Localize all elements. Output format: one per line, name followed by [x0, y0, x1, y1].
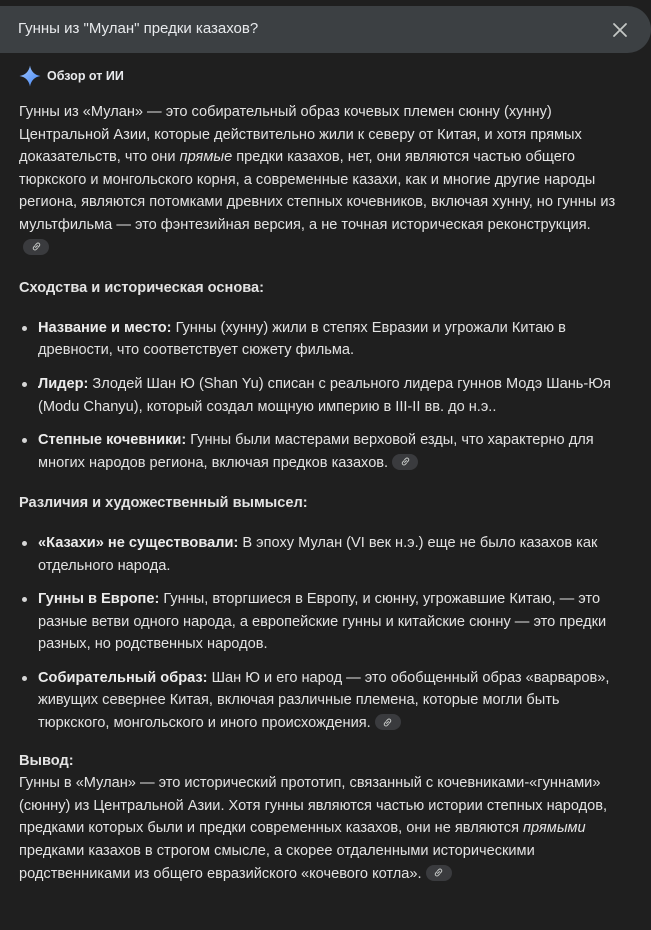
conclusion-text: Гунны в «Мулан» — это исторический прототип, связанный с кочевниками-«гуннами» (сюнну) из Центральной Азии. Хотя гунны являются частью истории степных народов, предками которых были и предки современных казахов, они не являются [19, 775, 608, 837]
ai-overview-content [19, 101, 619, 885]
conclusion-emphasis: прямыми [523, 820, 586, 837]
item-title: Собирательный образ: [38, 669, 208, 686]
item-text: Шан Ю и его народ — это обобщенный образ «варваров», живущих севернее Китая, включая различные племена, которые могли быть тюркского, монгольского и иного происхождения. [38, 669, 610, 732]
item-text: В эпоху Мулан (VI век н.э.) еще не было казахов как отдельного народа. [38, 534, 598, 574]
differences-list [19, 532, 619, 735]
search-query[interactable]: Гунны из "Мулан" предки казахов? [18, 20, 259, 37]
item-title: Название и место: [38, 319, 172, 336]
source-link-chip[interactable] [23, 239, 49, 255]
search-bar[interactable] [0, 6, 651, 53]
conclusion-paragraph [19, 772, 619, 885]
item-text: Злодей Шан Ю (Shan Yu) списан с реального лидера гуннов Модэ Шань-Юя (Modu Chanyu), который создал мощную империю в III-II вв. до н.э.. [38, 375, 611, 415]
list-item [19, 373, 619, 418]
list-item [19, 588, 619, 656]
source-link-chip[interactable] [392, 454, 418, 470]
list-item [19, 532, 619, 577]
source-link-chip[interactable] [426, 865, 452, 881]
item-title: Гунны в Европе: [38, 591, 160, 608]
link-icon [400, 456, 411, 467]
section-heading: Различия и художественный вымысел: [19, 495, 308, 512]
list-item [19, 429, 619, 474]
link-icon [433, 867, 444, 878]
intro-text-end: предки казахов, нет, они являются частью общего тюркского и монгольского корня, а современные казахи, как и многие другие народы региона, являются потомками древних степных кочевников, включая хунну, но гунны из мультфильма — это фэнтезийная версия, а не точная историческая реконструкция. [19, 149, 616, 233]
conclusion-heading: Вывод: [19, 752, 74, 769]
link-icon [382, 717, 393, 728]
close-icon[interactable] [608, 18, 632, 42]
intro-emphasis: прямые [179, 149, 233, 166]
item-title: «Казахи» не существовали: [38, 534, 239, 551]
list-item [19, 667, 619, 735]
sparkle-icon [18, 64, 42, 88]
item-text: Гунны были мастерами верховой езды, что характерно для многих народов региона, включая предков казахов. [38, 432, 594, 471]
item-title: Степные кочевники: [38, 432, 187, 449]
item-text: Гунны (хунну) жили в степях Евразии и угрожали Китаю в древности, что соответствует сюжету фильма. [38, 319, 566, 359]
intro-text: Гунны из «Мулан» — это собирательный образ кочевых племен сюнну (хунну) Центральной Азии, которые действительно жили к северу от Китая, и хотя прямых доказательств, что они [19, 104, 582, 166]
intro-paragraph [19, 101, 619, 259]
ai-overview-header [18, 64, 124, 88]
item-title: Лидер: [38, 375, 89, 392]
item-text: Гунны, вторгшиеся в Европу, и сюнну, угрожавшие Китаю, — это разные ветви одного народа, а европейские гунны и китайские сюнну — это предки разных, но родственных народов. [38, 591, 607, 653]
section-heading: Сходства и историческая основа: [19, 280, 264, 297]
ai-overview-title: Обзор от ИИ [47, 69, 124, 83]
link-icon [31, 241, 42, 252]
conclusion-text-end: предками казахов в строгом смысле, а скорее отдаленными историческими родственниками из общего евразийского «кочевого котла». [19, 843, 535, 882]
similarities-list [19, 317, 619, 475]
source-link-chip[interactable] [375, 714, 401, 730]
list-item [19, 317, 619, 362]
